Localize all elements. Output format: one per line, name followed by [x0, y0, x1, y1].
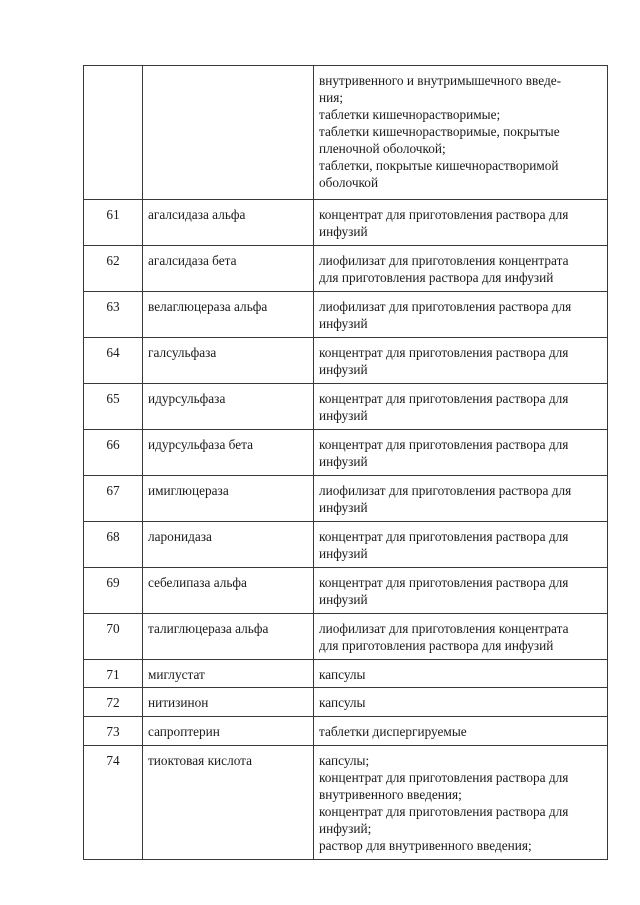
drug-name-cell: [143, 568, 314, 614]
drug-name: ларонидаза: [148, 529, 212, 544]
dosage-form: капсулы: [319, 695, 366, 710]
drug-name-cell: [143, 430, 314, 476]
row-number: 70: [106, 621, 120, 636]
dosage-form: таблетки диспергируемые: [319, 724, 467, 739]
drug-name-cell: [143, 522, 314, 568]
dosage-form-cell: [314, 476, 608, 522]
row-number-cell: [84, 660, 143, 688]
row-number: 72: [106, 695, 120, 710]
row-number-cell: [84, 338, 143, 384]
row-number-cell: [84, 568, 143, 614]
drug-name-cell: [143, 688, 314, 717]
dosage-form: лиофилизат для приготовления раствора для инфузий: [319, 483, 572, 515]
dosage-form-cell: [314, 614, 608, 660]
drug-name: [143, 66, 313, 76]
dosage-form: концентрат для приготовления раствора для инфузий: [319, 575, 569, 607]
dosage-form-cell: [314, 522, 608, 568]
row-number: 71: [106, 667, 120, 682]
table-row: [84, 246, 608, 292]
dosage-form: концентрат для приготовления раствора для инфузий: [319, 529, 569, 561]
row-number-cell: [84, 246, 143, 292]
row-number-cell: [84, 66, 143, 200]
dosage-form: концентрат для приготовления раствора для инфузий: [319, 391, 569, 423]
dosage-form: лиофилизат для приготовления раствора для инфузий: [319, 299, 572, 331]
dosage-form-cell: [314, 200, 608, 246]
drug-name: идурсульфаза бета: [148, 437, 254, 452]
drug-name: себелипаза альфа: [148, 575, 247, 590]
table-row: [84, 430, 608, 476]
drug-name: нитизинон: [148, 695, 209, 710]
table-row: [84, 746, 608, 860]
drug-name-cell: [143, 717, 314, 746]
drug-name-cell: [143, 476, 314, 522]
row-number-cell: [84, 384, 143, 430]
table-row: [84, 688, 608, 717]
drug-name-cell: [143, 338, 314, 384]
row-number: 66: [106, 437, 120, 452]
drug-name: миглустат: [148, 667, 205, 682]
dosage-form: капсулы: [319, 667, 366, 682]
table-row: [84, 717, 608, 746]
row-number-cell: [84, 717, 143, 746]
table-row: [84, 292, 608, 338]
table-row: [84, 384, 608, 430]
row-number: 67: [106, 483, 120, 498]
dosage-form-cell: [314, 246, 608, 292]
drug-name-cell: [143, 746, 314, 860]
dosage-form: лиофилизат для приготовления концентрата для приготовления раствора для инфузий: [319, 253, 569, 285]
row-number: 69: [106, 575, 120, 590]
table-row: [84, 66, 608, 200]
drug-name-cell: [143, 384, 314, 430]
drug-name-cell: [143, 614, 314, 660]
table-row: [84, 568, 608, 614]
row-number: 73: [106, 724, 120, 739]
dosage-form-cell: [314, 430, 608, 476]
drug-name: агалсидаза бета: [148, 253, 237, 268]
drug-name: идурсульфаза: [148, 391, 226, 406]
row-number: [84, 66, 142, 76]
row-number: 65: [106, 391, 120, 406]
dosage-form-cell: [314, 688, 608, 717]
drug-name: имиглюцераза: [148, 483, 229, 498]
table-row: [84, 476, 608, 522]
dosage-form: концентрат для приготовления раствора для инфузий: [319, 345, 569, 377]
drug-name: агалсидаза альфа: [148, 207, 246, 222]
row-number: 64: [106, 345, 120, 360]
medication-table: [83, 65, 608, 860]
row-number: 62: [106, 253, 120, 268]
dosage-form-cell: [314, 717, 608, 746]
table-row: [84, 338, 608, 384]
row-number-cell: [84, 430, 143, 476]
row-number-cell: [84, 614, 143, 660]
dosage-form-cell: [314, 66, 608, 200]
dosage-form-cell: [314, 568, 608, 614]
medication-table-body: [84, 66, 608, 860]
row-number: 68: [106, 529, 120, 544]
drug-name-cell: [143, 200, 314, 246]
table-row: [84, 614, 608, 660]
drug-name: галсульфаза: [148, 345, 217, 360]
drug-name: тиоктовая кислота: [148, 753, 253, 768]
dosage-form-cell: [314, 746, 608, 860]
drug-name-cell: [143, 66, 314, 200]
table-row: [84, 200, 608, 246]
row-number: 74: [106, 753, 120, 768]
dosage-form: концентрат для приготовления раствора для инфузий: [319, 437, 569, 469]
drug-name: талиглюцераза альфа: [148, 621, 269, 636]
drug-name: сапроптерин: [148, 724, 220, 739]
drug-name-cell: [143, 660, 314, 688]
row-number: 61: [106, 207, 120, 222]
dosage-form-cell: [314, 338, 608, 384]
dosage-form-cell: [314, 384, 608, 430]
dosage-form: лиофилизат для приготовления концентрата для приготовления раствора для инфузий: [319, 621, 569, 653]
row-number-cell: [84, 746, 143, 860]
dosage-form-cell: [314, 660, 608, 688]
dosage-form: внутривенного и внутримышечного введе- ния; таблетки кишечнорастворимые; таблетки кишечнорастворимые, покрытые пленочной оболочкой; таблетки, покрытые кишечнорастворимой оболочкой: [319, 73, 562, 190]
table-row: [84, 522, 608, 568]
row-number-cell: [84, 476, 143, 522]
row-number-cell: [84, 292, 143, 338]
drug-name-cell: [143, 246, 314, 292]
drug-name: велаглюцераза альфа: [148, 299, 268, 314]
row-number: 63: [106, 299, 120, 314]
row-number-cell: [84, 688, 143, 717]
drug-name-cell: [143, 292, 314, 338]
dosage-form-cell: [314, 292, 608, 338]
table-row: [84, 660, 608, 688]
row-number-cell: [84, 522, 143, 568]
dosage-form: концентрат для приготовления раствора для инфузий: [319, 207, 569, 239]
row-number-cell: [84, 200, 143, 246]
dosage-form: капсулы; концентрат для приготовления раствора для внутривенного введения; концентрат для приготовления раствора для инфузий; раствор для внутривенного введения;: [319, 753, 569, 853]
